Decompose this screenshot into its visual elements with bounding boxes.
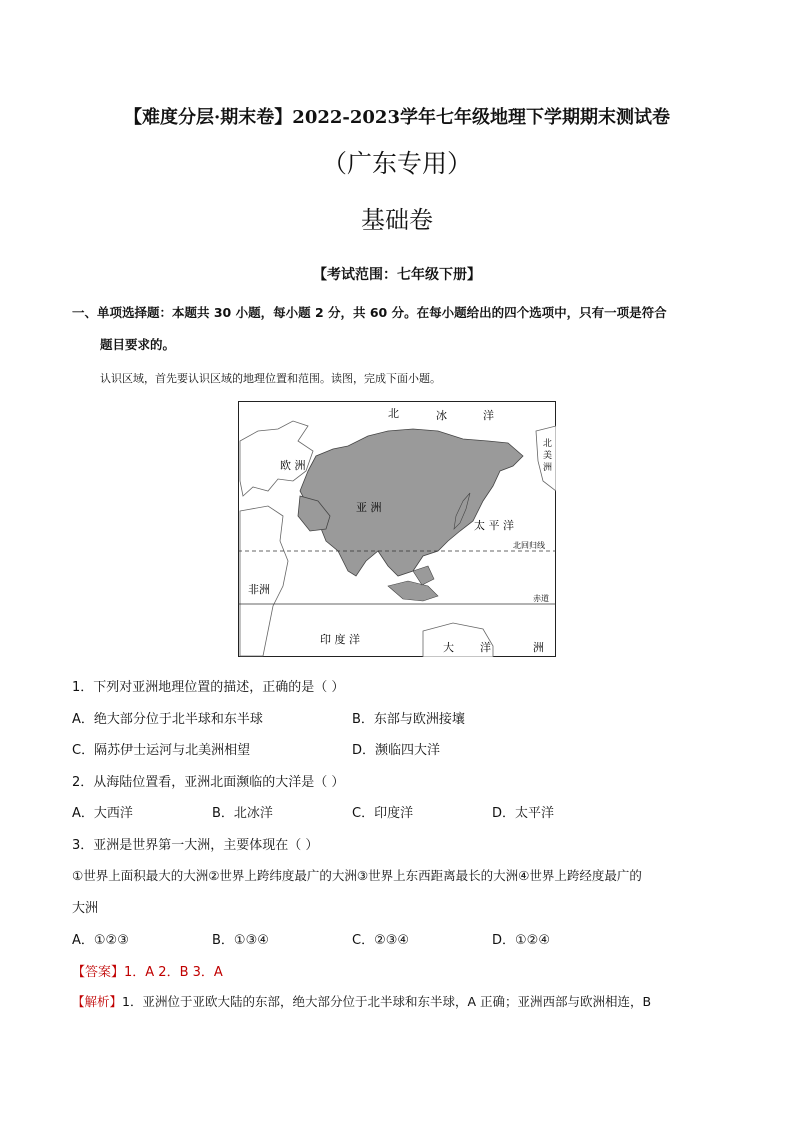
label-na-3: 洲 <box>543 463 553 473</box>
q2-option-c[interactable]: C．印度洋 <box>352 806 414 821</box>
q3-option-d[interactable]: D．①②④ <box>492 933 550 948</box>
analysis-line <box>72 992 651 1010</box>
label-europe: 欧 洲 <box>280 459 306 472</box>
label-oceania-3: 洲 <box>533 641 544 654</box>
label-arctic-2: 冰 <box>436 409 447 422</box>
question-1-stem: 1．下列对亚洲地理位置的描述，正确的是（ ） <box>72 680 345 695</box>
label-oceania-1: 大 <box>443 641 454 654</box>
q1-option-a[interactable]: A．绝大部分位于北半球和东半球 <box>72 712 263 727</box>
q2-option-b[interactable]: B．北冰洋 <box>212 806 273 821</box>
question-intro: 认识区域，首先要认识区域的地理位置和范围。读图，完成下面小题。 <box>100 372 441 385</box>
analysis-label: 【解析】 <box>72 994 123 1009</box>
label-na-2: 美 <box>543 451 553 461</box>
question-3-stem-line3: 大洲 <box>72 901 99 916</box>
q3-option-b[interactable]: B．①③④ <box>212 933 269 948</box>
q1-option-c[interactable]: C．隔苏伊士运河与北美洲相望 <box>72 743 251 758</box>
page-subtitle: （广东专用） <box>321 149 472 178</box>
q3-option-c[interactable]: C．②③④ <box>352 933 410 948</box>
q1-option-d[interactable]: D．濒临四大洋 <box>352 743 441 758</box>
label-tropic: 北回归线 <box>513 541 545 550</box>
asia-map <box>238 401 556 657</box>
section-heading: 一、单项选择题：本题共 30 小题，每小题 2 分，共 60 分。在每小题给出的四个选项中，只有一项是符合 <box>72 305 667 320</box>
label-oceania-2: 洋 <box>480 641 491 654</box>
q2-option-d[interactable]: D．太平洋 <box>492 806 555 821</box>
q1-option-b[interactable]: B．东部与欧洲接壤 <box>352 712 465 727</box>
label-indian: 印 度 洋 <box>320 633 360 646</box>
label-arctic-3: 洋 <box>483 409 494 422</box>
label-asia: 亚 洲 <box>356 501 382 514</box>
exam-scope: 【考试范围：七年级下册】 <box>313 267 481 283</box>
question-2-stem: 2．从海陆位置看，亚洲北面濒临的大洋是（ ） <box>72 775 345 790</box>
answer-label: 【答案】 <box>72 965 125 980</box>
question-3-stem: 3．亚洲是世界第一大洲，主要体现在（ ） <box>72 838 319 853</box>
answer-line <box>72 961 223 980</box>
section-heading-cont: 题目要求的。 <box>100 337 176 352</box>
question-3-stem-line2: ①世界上面积最大的大洲②世界上跨纬度最广的大洲③世界上东西距离最长的大洲④世界上跨经度最广的 <box>72 868 642 883</box>
analysis-text: 1．亚洲位于亚欧大陆的东部，绝大部分位于北半球和东半球，A 正确；亚洲西部与欧洲相连，B <box>122 994 652 1009</box>
paper-level: 基础卷 <box>361 206 433 234</box>
answer-text: 1．A 2．B 3．A <box>124 965 223 980</box>
label-arctic-1: 北 <box>388 407 399 420</box>
page-title: 【难度分层·期末卷】2022-2023学年七年级地理下学期期末测试卷 <box>124 107 670 128</box>
q2-option-a[interactable]: A．大西洋 <box>72 806 133 821</box>
label-equator: 赤道 <box>533 594 549 603</box>
q3-option-a[interactable]: A．①②③ <box>72 933 129 948</box>
label-africa: 非洲 <box>248 583 270 596</box>
label-pacific: 太 平 洋 <box>474 519 514 532</box>
label-na-1: 北 <box>543 439 553 449</box>
